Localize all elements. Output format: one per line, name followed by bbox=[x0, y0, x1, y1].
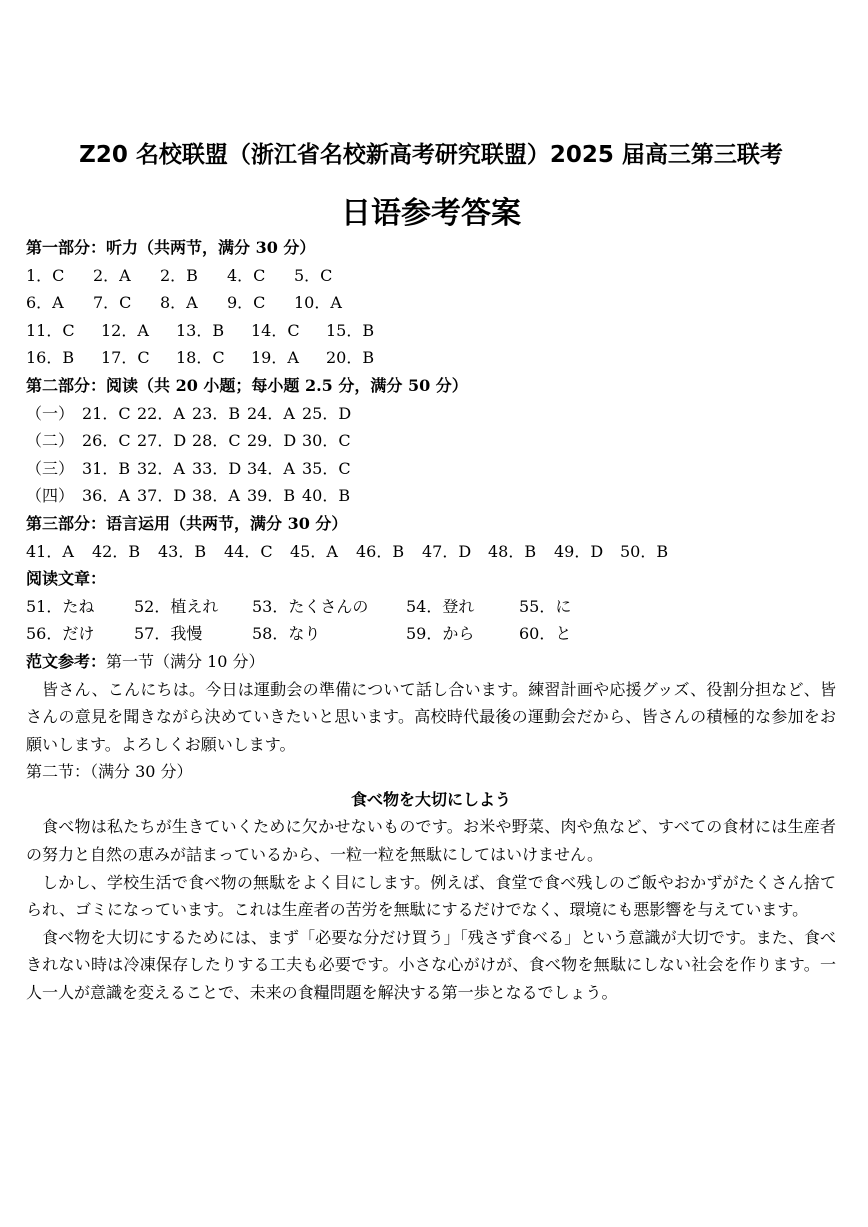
answer-item: 48．B bbox=[488, 541, 537, 561]
essay-paragraph: 食べ物を大切にするためには、まず「必要な分だけ買う」「残さず食べる」という意識が大切です。また、食べきれない時は冷凍保存したりする工夫も必要です。小さな心がけが、食べ物を無駄にしない社会を作ります。一人一人が意識を変えることで、未来の食糧問題を解決する第一歩となるでしょう。 bbox=[26, 927, 836, 1003]
answer-item: 55．に bbox=[519, 596, 572, 616]
document-body bbox=[26, 234, 836, 1007]
cloze-row bbox=[26, 620, 836, 648]
answer-item: 56．だけ bbox=[26, 624, 95, 644]
answer-item: 49．D bbox=[554, 541, 604, 561]
answer-item: 59．から bbox=[406, 624, 475, 644]
answer-item: 46．B bbox=[356, 541, 405, 561]
answer-item: 26．C bbox=[82, 431, 131, 451]
answer-item: 2．B bbox=[160, 265, 198, 285]
answer-item: 2．A bbox=[93, 265, 131, 285]
writing-heading bbox=[26, 648, 836, 676]
listening-row bbox=[26, 344, 836, 372]
answer-item: 34．A bbox=[247, 458, 295, 478]
writing-section2-heading: 第二节：（满分 30 分） bbox=[26, 762, 193, 782]
answer-item: 28．C bbox=[192, 431, 241, 451]
reading-section-label: （四） bbox=[26, 486, 75, 506]
writing-heading-label: 范文参考： bbox=[26, 651, 107, 671]
essay-title: 食べ物を大切にしよう bbox=[350, 789, 511, 809]
answer-item: 6．A bbox=[26, 293, 64, 313]
answer-item: 51．たね bbox=[26, 596, 95, 616]
answer-item: 58．なり bbox=[252, 624, 321, 644]
language-use-row bbox=[26, 538, 836, 566]
reading-section-label: （二） bbox=[26, 431, 75, 451]
answer-item: 15．B bbox=[326, 320, 375, 340]
answer-item: 20．B bbox=[326, 348, 375, 368]
answer-item: 30．C bbox=[302, 431, 351, 451]
reading-section-label: （一） bbox=[26, 403, 75, 423]
part1-heading: 第一部分：听力（共两节，满分 30 分） bbox=[26, 238, 316, 257]
reading-passage-heading: 阅读文章： bbox=[26, 569, 107, 589]
exam-title: Z20 名校联盟（浙江省名校新高考研究联盟）2025 届高三第三联考 bbox=[79, 142, 783, 168]
answer-item: 38．A bbox=[192, 486, 240, 506]
answer-item: 8．A bbox=[160, 293, 198, 313]
answer-item: 16．B bbox=[26, 348, 75, 368]
answer-item: 40．B bbox=[302, 486, 351, 506]
answer-item: 17．C bbox=[101, 348, 150, 368]
answer-item: 52．植えれ bbox=[134, 596, 219, 616]
answer-item: 57．我慢 bbox=[134, 624, 203, 644]
answer-item: 53．たくさんの bbox=[252, 596, 369, 616]
answer-item: 33．D bbox=[192, 458, 242, 478]
answer-item: 54．登れ bbox=[406, 596, 475, 616]
document-subtitle: 日语参考答案 bbox=[341, 196, 521, 231]
part3-heading: 第三部分：语言运用（共两节，满分 30 分） bbox=[26, 513, 348, 533]
answer-item: 13．B bbox=[176, 320, 225, 340]
answer-item: 22．A bbox=[137, 403, 185, 423]
answer-item: 24．A bbox=[247, 403, 295, 423]
answer-item: 9．C bbox=[227, 293, 266, 313]
answer-item: 1．C bbox=[26, 265, 65, 285]
answer-item: 37．D bbox=[137, 486, 187, 506]
answer-item: 23．B bbox=[192, 403, 241, 423]
answer-item: 14．C bbox=[251, 320, 300, 340]
listening-row bbox=[26, 262, 836, 290]
answer-item: 45．A bbox=[290, 541, 338, 561]
answer-item: 44．C bbox=[224, 541, 273, 561]
part2-heading: 第二部分：阅读（共 20 小题；每小题 2.5 分，满分 50 分） bbox=[26, 375, 468, 395]
answer-item: 29．D bbox=[247, 431, 297, 451]
answer-item: 5．C bbox=[294, 265, 333, 285]
answer-item: 10．A bbox=[294, 293, 342, 313]
listening-row bbox=[26, 289, 836, 317]
answer-item: 27．D bbox=[137, 431, 187, 451]
answer-item: 4．C bbox=[227, 265, 266, 285]
reading-row bbox=[26, 400, 836, 428]
answer-item: 25．D bbox=[302, 403, 352, 423]
essay-paragraph: 食べ物は私たちが生きていくために欠かせないものです。お米や野菜、肉や魚など、すべての食材には生産者の努力と自然の恵みが詰まっているから、一粒一粒を無駄にしてはいけません。 bbox=[26, 817, 836, 865]
answer-item: 60．と bbox=[519, 624, 572, 644]
answer-item: 36．A bbox=[82, 486, 130, 506]
reading-section-label: （三） bbox=[26, 458, 75, 478]
cloze-row bbox=[26, 593, 836, 621]
reading-row bbox=[26, 455, 836, 483]
answer-item: 12．A bbox=[101, 320, 149, 340]
answer-item: 18．C bbox=[176, 348, 225, 368]
answer-item: 7．C bbox=[93, 293, 132, 313]
answer-item: 43．B bbox=[158, 541, 207, 561]
answer-item: 31．B bbox=[82, 458, 131, 478]
answer-item: 35．C bbox=[302, 458, 351, 478]
answer-item: 19．A bbox=[251, 348, 299, 368]
reading-row bbox=[26, 482, 836, 510]
answer-item: 32．A bbox=[137, 458, 185, 478]
answer-item: 21．C bbox=[82, 403, 131, 423]
answer-item: 39．B bbox=[247, 486, 296, 506]
reading-row bbox=[26, 427, 836, 455]
answer-item: 11．C bbox=[26, 320, 75, 340]
essay-paragraph: しかし、学校生活で食べ物の無駄をよく目にします。例えば、食堂で食べ残しのご飯やおかずがたくさん捨てられ、ゴミになっています。これは生産者の苦労を無駄にするだけでなく、環境にも悪影響を与えています。 bbox=[26, 872, 836, 920]
writing-section1-label: 第一节（满分 10 分） bbox=[106, 651, 265, 671]
listening-row bbox=[26, 317, 836, 345]
writing-section1-text: 皆さん、こんにちは。今日は運動会の準備について話し合います。練習計画や応援グッズ、役割分担など、皆さんの意見を聞きながら決めていきたいと思います。高校時代最後の運動会だから、皆さんの積極的な参加をお願いします。よろしくお願いします。 bbox=[26, 679, 836, 754]
answer-item: 50．B bbox=[620, 541, 669, 561]
answer-item: 47．D bbox=[422, 541, 472, 561]
answer-item: 41．A bbox=[26, 541, 74, 561]
answer-item: 42．B bbox=[92, 541, 141, 561]
